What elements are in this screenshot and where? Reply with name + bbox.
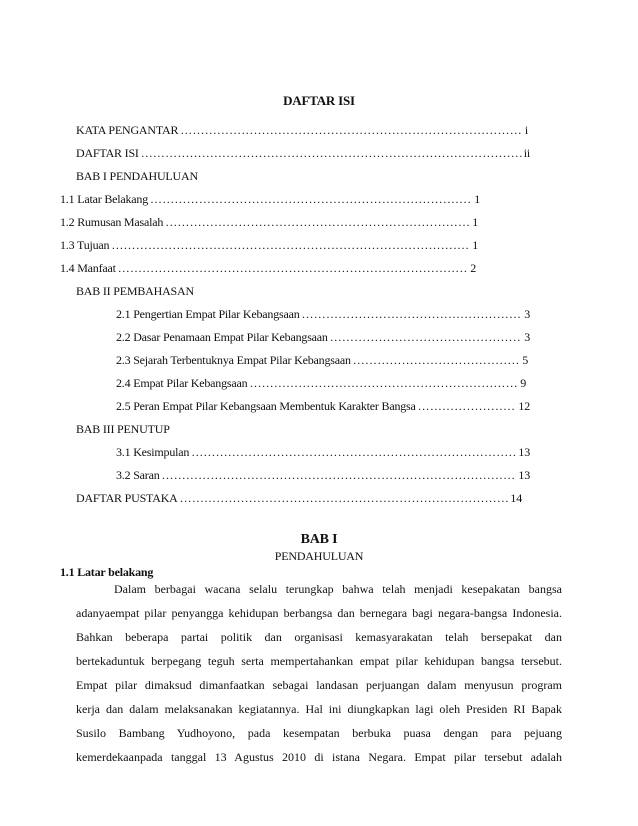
toc-leader-dots (118, 259, 468, 277)
toc-leader-dots (330, 328, 522, 346)
toc-entry-1-2[interactable] (60, 213, 478, 231)
toc-entry-bab-2[interactable] (76, 282, 376, 300)
toc-leader-dots (111, 236, 470, 254)
toc-leader-dots (162, 466, 517, 484)
toc-entry-3-2[interactable] (116, 466, 530, 484)
toc-entry-page: 1 (474, 192, 480, 206)
paragraph-line: kerja dan dalam melaksanakan kegiatannya. Hal ini diungkapkan lagi oleh Presiden RI Bapak (76, 702, 562, 716)
toc-entry-2-1[interactable] (116, 305, 530, 323)
toc-leader-dots (150, 190, 472, 208)
chapter-title: PENDAHULUAN (274, 549, 364, 563)
toc-entry-page: 1 (472, 215, 478, 229)
toc-entry-page: 9 (520, 376, 526, 390)
toc-entry-label: 2.4 Empat Pilar Kebangsaan (116, 376, 248, 390)
toc-entry-2-3[interactable] (116, 351, 528, 369)
paragraph-line: Empat pilar dimaksud dimanfaatkan sebagai landasan perjuangan dalam menyusun program (76, 678, 562, 692)
paragraph-line: adanyaempat pilar penyangga kehidupan berbangsa dan bernegara bagi negara-bangsa Indonesia. (76, 606, 562, 620)
toc-entry-bab-3[interactable] (76, 420, 376, 438)
toc-entry-page: i (524, 123, 528, 137)
toc-entry-label: 3.1 Kesimpulan (116, 445, 190, 459)
toc-entry-page: 13 (518, 468, 530, 482)
section-title: 1.1 Latar belakang (60, 565, 154, 579)
toc-leader-dots (249, 374, 518, 392)
toc-entry-page: 1 (472, 238, 478, 252)
toc-entry-page: 13 (518, 445, 530, 459)
toc-entry-label: DAFTAR ISI (76, 146, 139, 160)
toc-entry-label: 1.4 Manfaat (60, 261, 116, 275)
paragraph-line: Susilo Bambang Yudhoyono, pada kesempatan berbuka puasa dengan para pejuang (76, 726, 562, 740)
toc-leader-dots (418, 397, 517, 415)
toc-entry-label: 3.2 Saran (116, 468, 160, 482)
toc-entry-label: KATA PENGANTAR (76, 123, 179, 137)
toc-entry-label: 2.2 Dasar Penamaan Empat Pilar Kebangsaan (116, 330, 328, 344)
chapter-number: BAB I (300, 532, 338, 547)
paragraph-line: Bahkan beberapa partai politik dan organisasi kemasyarakatan telah bersepakat dan (76, 630, 562, 644)
toc-entry-daftar-isi[interactable] (76, 144, 530, 162)
toc-entry-label: 2.5 Peran Empat Pilar Kebangsaan Membentuk Karakter Bangsa (116, 399, 416, 413)
toc-entry-kata-pengantar[interactable] (76, 121, 528, 139)
toc-entry-label: 1.1 Latar Belakang (60, 192, 149, 206)
paragraph-line: Dalam berbagai wacana selalu terungkap bahwa telah menjadi kesepakatan bangsa (114, 582, 562, 596)
toc-entry-label: 2.3 Sejarah Terbentuknya Empat Pilar Kebangsaan (116, 353, 351, 367)
toc-entry-1-1[interactable] (60, 190, 480, 208)
toc-entry-1-3[interactable] (60, 236, 478, 254)
toc-entry-label: 1.2 Rumusan Masalah (60, 215, 164, 229)
toc-entry-1-4[interactable] (60, 259, 476, 277)
toc-entry-label: 1.3 Tujuan (60, 238, 110, 252)
toc-entry-label: 2.1 Pengertian Empat Pilar Kebangsaan (116, 307, 300, 321)
toc-leader-dots (180, 121, 523, 139)
paragraph-line: kemerdekaanpada tanggal 13 Agustus 2010 di istana Negara. Empat pilar tersebut adalah (76, 750, 562, 764)
toc-entry-2-5[interactable] (116, 397, 530, 415)
toc-entry-page: ii (523, 146, 530, 160)
toc-entry-label: DAFTAR PUSTAKA (76, 491, 178, 505)
toc-entry-page: 3 (524, 307, 530, 321)
toc-leader-dots (191, 443, 516, 461)
toc-entry-bab-1[interactable] (76, 167, 376, 185)
toc-entry-label: BAB III PENUTUP (76, 422, 170, 436)
toc-entry-page: 5 (522, 353, 528, 367)
toc-entry-2-4[interactable] (116, 374, 526, 392)
toc-title: DAFTAR ISI (283, 93, 355, 108)
toc-entry-label: BAB II PEMBAHASAN (76, 284, 194, 298)
toc-entry-page: 12 (518, 399, 530, 413)
toc-entry-3-1[interactable] (116, 443, 530, 461)
toc-entry-2-2[interactable] (116, 328, 530, 346)
paragraph-line: bertekaduntuk berpegang teguh serta mempertahankan empat pilar kehidupan bangsa tersebut. (76, 654, 562, 668)
toc-entry-daftar-pustaka[interactable] (76, 489, 522, 507)
toc-entry-page: 14 (510, 491, 522, 505)
toc-entry-label: BAB I PENDAHULUAN (76, 169, 198, 183)
toc-leader-dots (302, 305, 523, 323)
toc-leader-dots (141, 144, 522, 162)
toc-leader-dots (353, 351, 520, 369)
toc-entry-page: 2 (470, 261, 476, 275)
toc-leader-dots (165, 213, 470, 231)
toc-leader-dots (180, 489, 509, 507)
toc-entry-page: 3 (524, 330, 530, 344)
